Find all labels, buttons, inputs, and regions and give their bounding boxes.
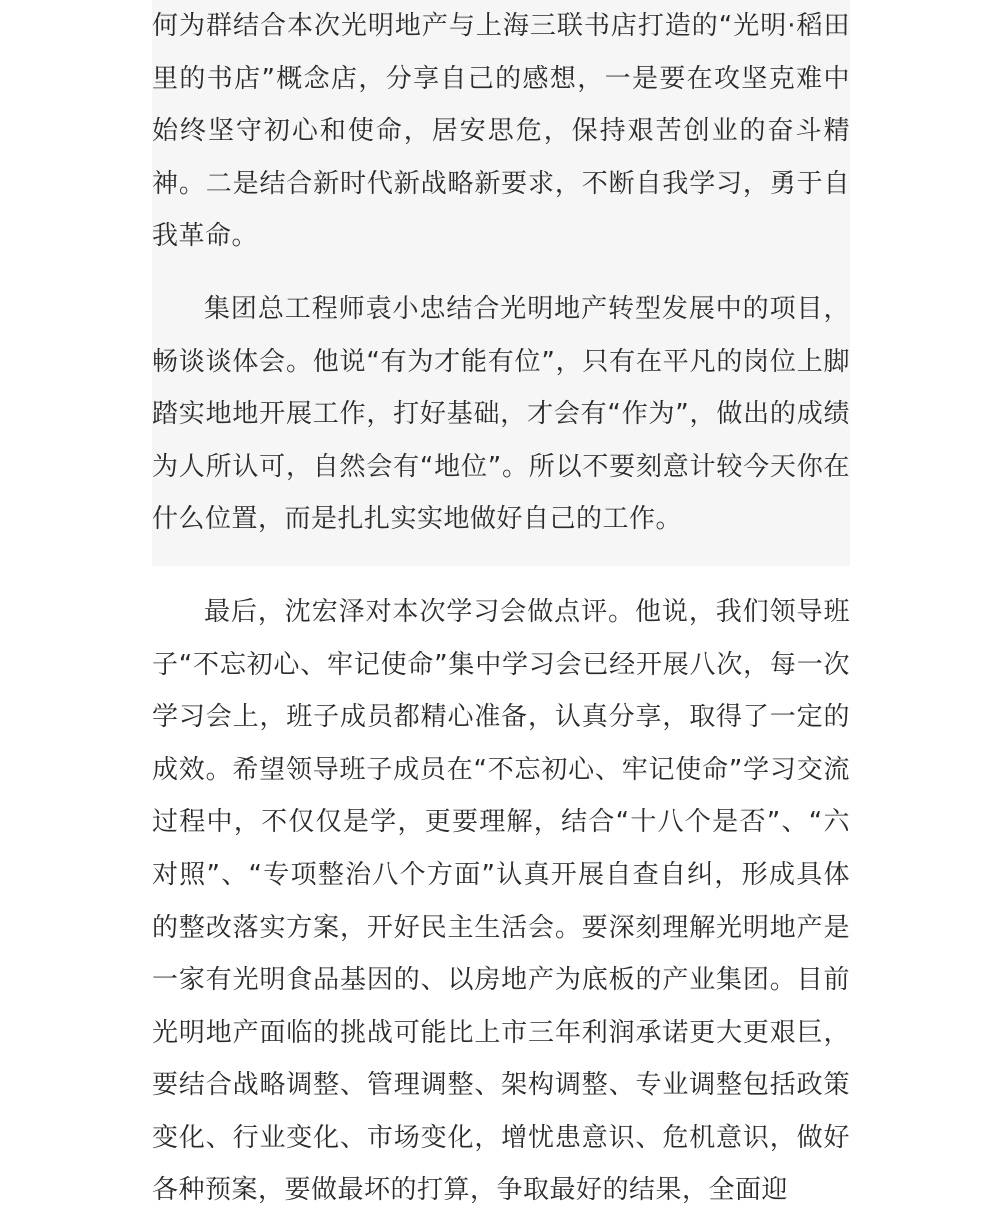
paragraph-3: 最后，沈宏泽对本次学习会做点评。他说，我们领导班子“不忘初心、牢记使命”集中学习会已经开展八次，每一次学习会上，班子成员都精心准备，认真分享，取得了一定的成效。希望领导班子成员在“不忘初心、牢记使命”学习交流过程中，不仅仅是学，更要理解，结合“十八个是否”、“六对照”、“专项整治八个方面”认真开展自查自纠，形成具体的整改落实方案，开好民主生活会。要深刻理解光明地产是一家有光明食品基因的、以房地产为底板的产业集团。目前光明地产面临的挑战可能比上市三年利润承诺更大更艰巨，要结合战略调整、管理调整、架构调整、专业调整包括政策变化、行业变化、市场变化，增忧患意识、危机意识，做好各种预案，要做最坏的打算，争取最好的结果，全面迎 (152, 596, 850, 1206)
paragraph-gap (152, 263, 850, 283)
quoted-section (152, 0, 850, 566)
closing-section (152, 566, 850, 1217)
paragraph-2: 集团总工程师袁小忠结合光明地产转型发展中的项目，畅谈谈体会。他说“有为才能有位”，只有在平凡的岗位上脚踏实地地开展工作，打好基础，才会有“作为”，做出的成绩为人所认可，自然会有“地位”。所以不要刻意计较今天你在什么位置，而是扎扎实实地做好自己的工作。 (152, 293, 850, 535)
paragraph-1: 何为群结合本次光明地产与上海三联书店打造的“光明·稻田里的书店”概念店，分享自己的感想，一是要在攻坚克难中始终坚守初心和使命，居安思危，保持艰苦创业的奋斗精神。二是结合新时代新战略新要求，不断自我学习，勇于自我革命。 (152, 11, 850, 252)
article-body (152, 0, 850, 1217)
